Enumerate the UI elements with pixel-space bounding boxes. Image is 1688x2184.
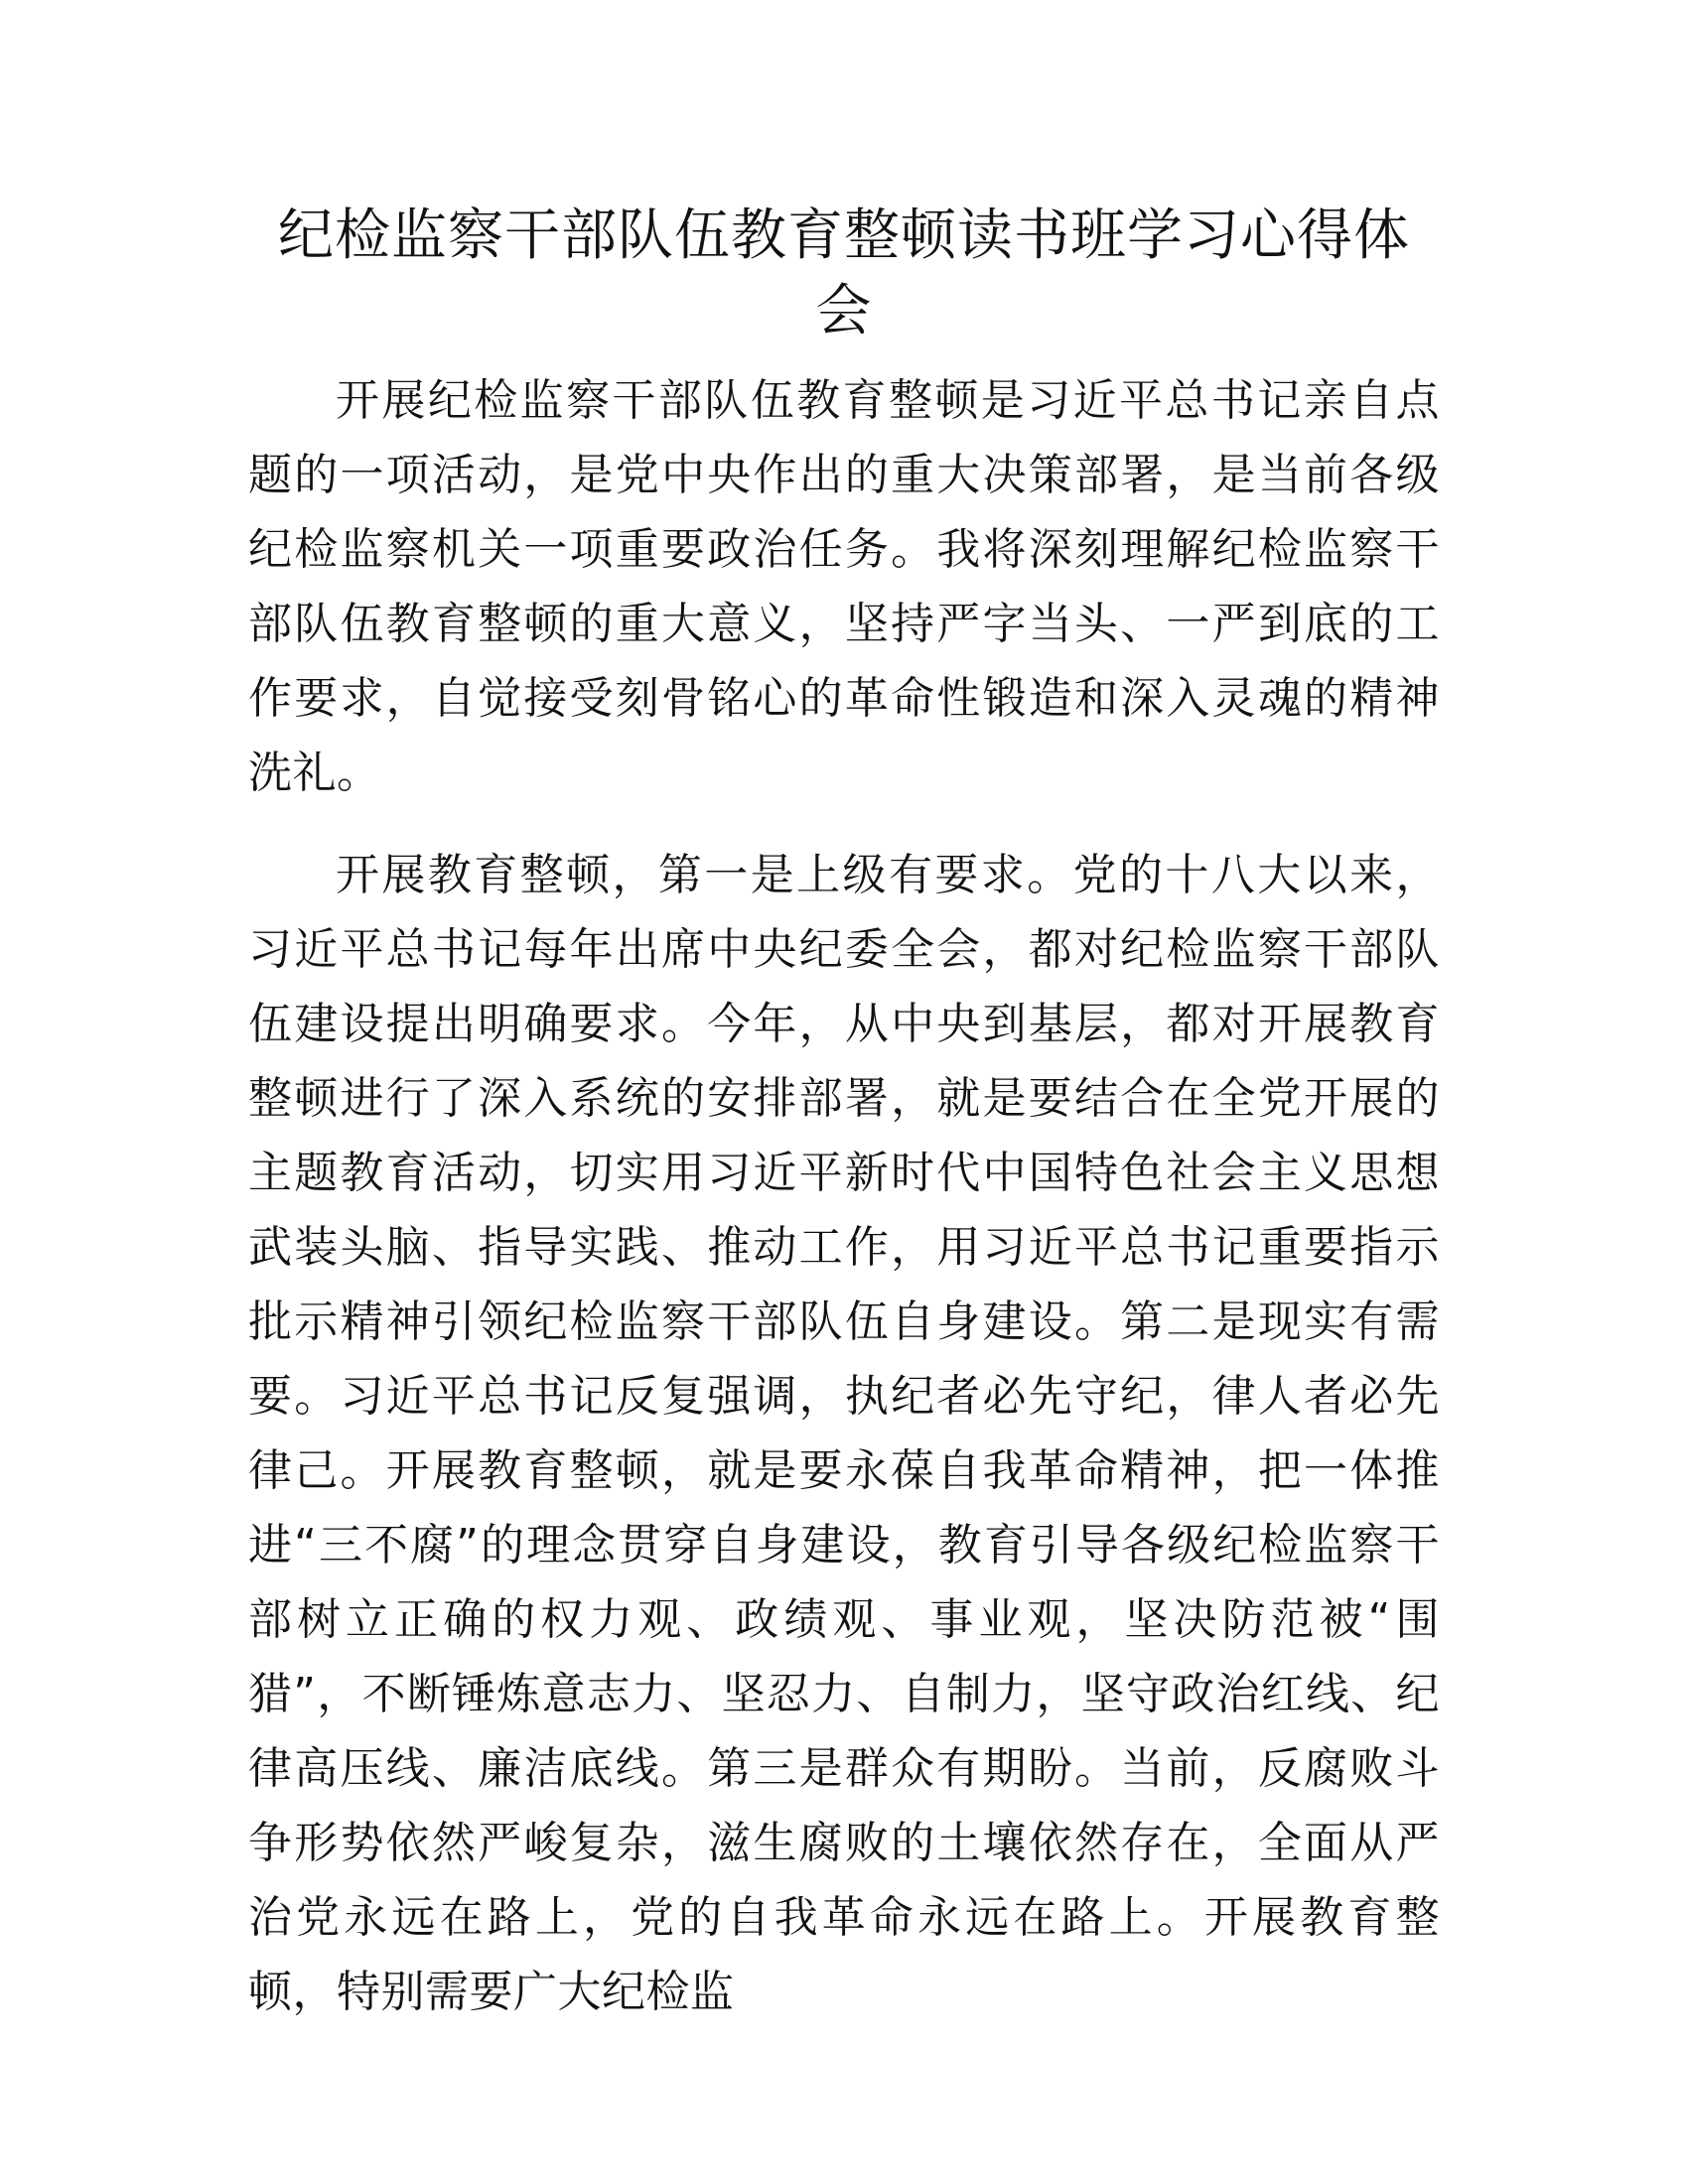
document-body	[248, 199, 1440, 2029]
paragraph-reasons: 开展教育整顿，第一是上级有要求。党的十八大以来，习近平总书记每年出席中央纪委全会，都对纪检监察干部队伍建设提出明确要求。今年，从中央到基层，都对开展教育整顿进行了深入系统的安排部署，就是要结合在全党开展的主题教育活动，切实用习近平新时代中国特色社会主义思想武装头脑、指导实践、推动工作，用习近平总书记重要指示批示精神引领纪检监察干部队伍自身建设。第二是现实有需要。习近平总书记反复强调，执纪者必先守纪，律人者必先律己。开展教育整顿，就是要永葆自我革命精神，把一体推进“三不腐”的理念贯穿自身建设，教育引导各级纪检监察干部树立正确的权力观、政绩观、事业观，坚决防范被“围猎”，不断锤炼意志力、坚忍力、自制力，坚守政治红线、纪律高压线、廉洁底线。第三是群众有期盼。当前，反腐败斗争形势依然严峻复杂，滋生腐败的土壤依然存在，全面从严治党永远在路上，党的自我革命永远在路上。开展教育整顿，特别需要广大纪检监	[248, 850, 1440, 2017]
document-title: 纪检监察干部队伍教育整顿读书班学习心得体会	[278, 204, 1410, 343]
paragraph-intro: 开展纪检监察干部队伍教育整顿是习近平总书记亲自点题的一项活动，是党中央作出的重大决策部署，是当前各级纪检监察机关一项重要政治任务。我将深刻理解纪检监察干部队伍教育整顿的重大意义，坚持严字当头、一严到底的工作要求，自觉接受刻骨铭心的革命性锻造和深入灵魂的精神洗礼。	[248, 375, 1440, 798]
